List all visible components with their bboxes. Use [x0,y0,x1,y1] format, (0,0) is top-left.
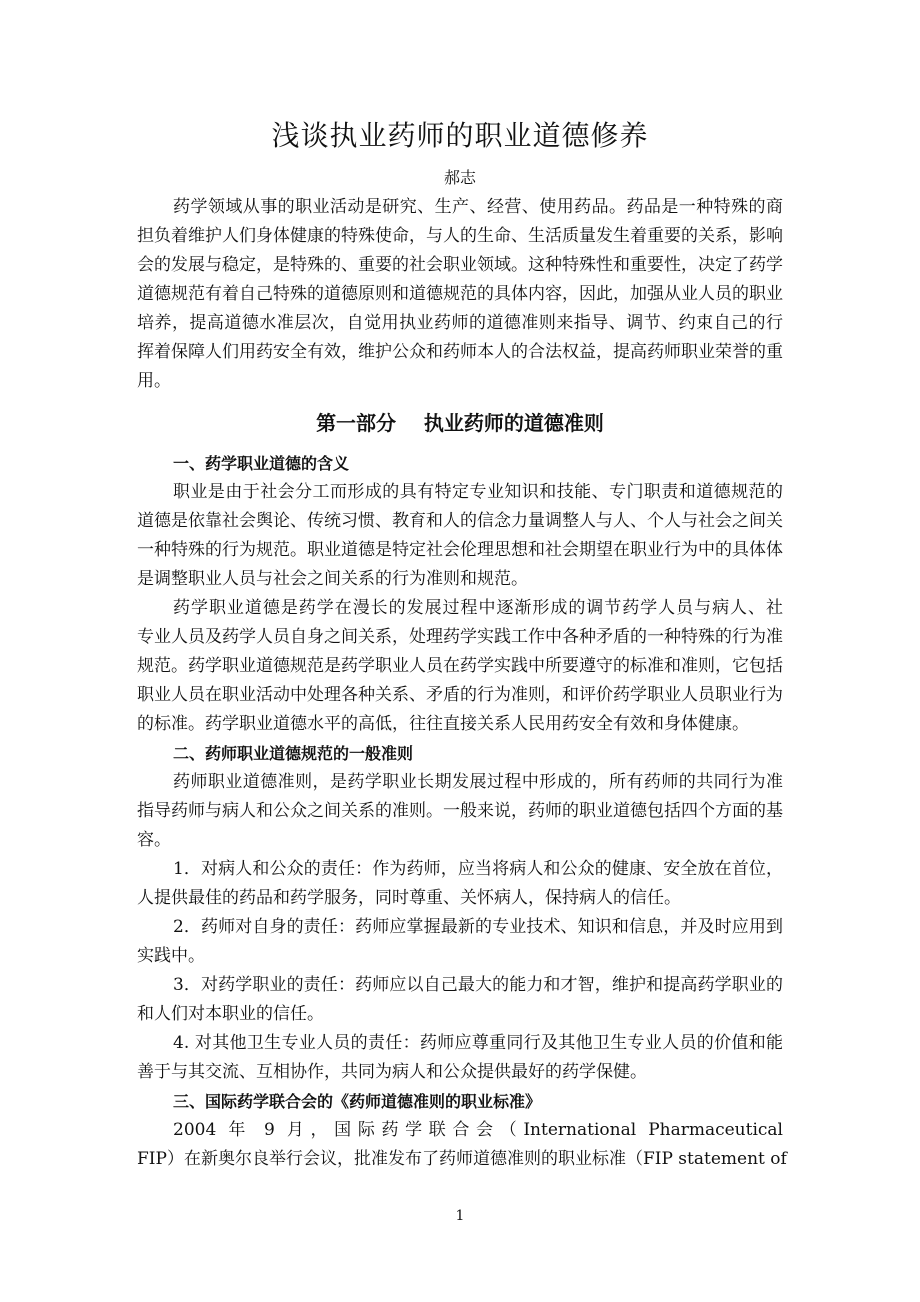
paragraph-line: 的标准。药学职业道德水平的高低，往往直接关系人民用药安全有效和身体健康。 [137,714,749,734]
paragraph-line: 容。 [137,830,171,850]
paragraph-line: 担负着维护人们身体健康的特殊使命，与人的生命、生活质量发生着重要的关系，影响 [137,226,783,246]
subsection-heading: 二、药师职业道德规范的一般准则 [173,744,414,763]
paragraph-line: 和人们对本职业的信任。 [137,1004,324,1024]
paragraph-line: 道德规范有着自己特殊的道德原则和道德规范的具体内容，因此，加强从业人员的职业 [137,284,783,304]
paragraph-line: 指导药师与病人和公众之间关系的准则。一般来说，药师的职业道德包括四个方面的基 [137,801,783,821]
page-number: 1 [455,1208,465,1224]
paragraph-line: 实践中。 [137,946,205,966]
paragraph-line: 药师职业道德准则，是药学职业长期发展过程中形成的，所有药师的共同行为准 [173,772,783,792]
paragraph-line: 3．对药学职业的责任：药师应以自己最大的能力和才智，维护和提高药学职业的 [173,975,783,995]
section-heading: 第一部分 执业药师的道德准则 [316,411,604,435]
document-body [137,449,787,1174]
paragraph-line: 职业人员在职业活动中处理各种关系、矛盾的行为准则，和评价药学职业人员职业行为 [137,685,783,705]
paragraph-line: 职业是由于社会分工而形成的具有特定专业知识和技能、专门职责和道德规范的 [173,482,783,502]
paragraph-line: 2004 年 9 月，国际药学联合会（International Pharmaceutical [173,1120,783,1140]
paragraph-line: 用。 [137,371,171,391]
paragraph-line: 4. 对其他卫生专业人员的责任：药师应尊重同行及其他卫生专业人员的价值和能 [173,1033,783,1053]
paragraph-line: 是调整职业人员与社会之间关系的行为准则和规范。 [137,569,528,589]
document-author: 郝志 [443,168,476,187]
paragraph-line: 专业人员及药学人员自身之间关系，处理药学实践工作中各种矛盾的一种特殊的行为准 [137,627,783,647]
paragraph-line: 挥着保障人们用药安全有效，维护公众和药师本人的合法权益，提高药师职业荣誉的重 [137,342,783,362]
paragraph-line: 2．药师对自身的责任：药师应掌握最新的专业技术、知识和信息，并及时应用到 [173,917,783,937]
paragraph-line: 1．对病人和公众的责任：作为药师，应当将病人和公众的健康、安全放在首位， [173,859,783,879]
paragraph-line: FIP）在新奥尔良举行会议，批准发布了药师道德准则的职业标准（FIP statement of [137,1149,787,1169]
paragraph-line: 人提供最佳的药品和药学服务，同时尊重、关怀病人，保持病人的信任。 [137,888,681,908]
document-title: 浅谈执业药师的职业道德修养 [271,119,649,152]
paragraph-line: 培养，提高道德水准层次，自觉用执业药师的道德准则来指导、调节、约束自己的行 [137,313,783,333]
paragraph-line: 道德是依靠社会舆论、传统习惯、教育和人的信念力量调整人与人、个人与社会之间关 [137,511,783,531]
paragraph-line: 一种特殊的行为规范。职业道德是特定社会伦理思想和社会期望在职业行为中的具体体 [137,540,783,560]
subsection-heading: 一、药学职业道德的含义 [173,454,350,473]
intro-paragraph [137,193,783,396]
paragraph-line: 药学领域从事的职业活动是研究、生产、经营、使用药品。药品是一种特殊的商 [173,197,783,217]
paragraph-line: 善于与其交流、互相协作，共同为病人和公众提供最好的药学保健。 [137,1062,647,1082]
paragraph-line: 会的发展与稳定，是特殊的、重要的社会职业领域。这种特殊性和重要性，决定了药学 [137,255,783,275]
paragraph-line: 规范。药学职业道德规范是药学职业人员在药学实践中所要遵守的标准和准则，它包括 [137,656,783,676]
paragraph-line: 药学职业道德是药学在漫长的发展过程中逐渐形成的调节药学人员与病人、社 [173,598,783,618]
subsection-heading: 三、国际药学联合会的《药师道德准则的职业标准》 [173,1092,542,1111]
